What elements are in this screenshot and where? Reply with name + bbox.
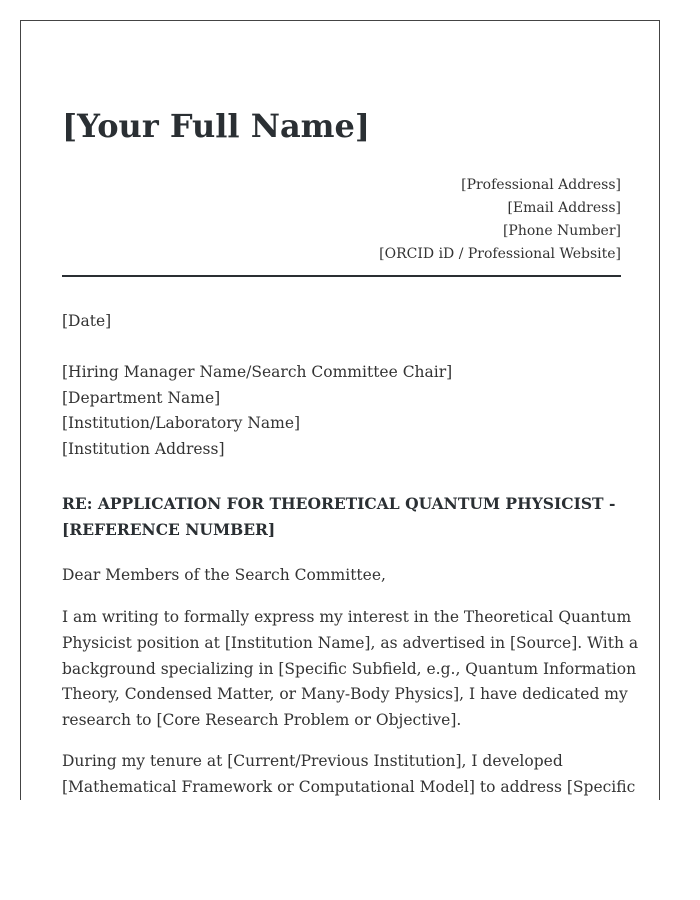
recipient-address: [Institution Address] — [62, 439, 225, 458]
header-divider — [62, 275, 621, 277]
paragraph-line: [Mathematical Framework or Computational Model] to address [Specific — [62, 777, 636, 796]
paragraph-line: background specializing in [Specific Subfield, e.g., Quantum Information — [62, 659, 637, 678]
full-name-heading: [Your Full Name] — [62, 107, 371, 145]
paragraph-line: research to [Core Research Problem or Objective]. — [62, 711, 462, 730]
body-paragraph-2 — [62, 749, 636, 800]
recipient-block — [62, 360, 452, 462]
contact-phone: [Phone Number] — [502, 223, 621, 239]
contact-website: [ORCID iD / Professional Website] — [379, 246, 621, 262]
letter-date: [Date] — [62, 312, 112, 330]
paragraph-line: Theory, Condensed Matter, or Many-Body Physics], I have dedicated my — [62, 685, 628, 704]
letter-page — [20, 20, 660, 800]
recipient-name: [Hiring Manager Name/Search Committee Chair] — [62, 363, 453, 381]
subject-line: RE: APPLICATION FOR THEORETICAL QUANTUM PHYSICIST - [REFERENCE NUMBER] — [62, 494, 616, 539]
salutation: Dear Members of the Search Committee, — [62, 566, 386, 584]
paragraph-line: Physicist position at [Institution Name], as advertised in [Source]. With a — [62, 633, 639, 652]
recipient-institution: [Institution/Laboratory Name] — [62, 414, 301, 432]
contact-block — [379, 174, 621, 266]
body-paragraph-1 — [62, 605, 639, 734]
paragraph-line: I am writing to formally express my interest in the Theoretical Quantum — [62, 608, 632, 626]
contact-email: [Email Address] — [507, 200, 621, 216]
paragraph-line: During my tenure at [Current/Previous Institution], I developed — [62, 752, 563, 770]
recipient-department: [Department Name] — [62, 388, 221, 407]
contact-address: [Professional Address] — [461, 177, 621, 193]
